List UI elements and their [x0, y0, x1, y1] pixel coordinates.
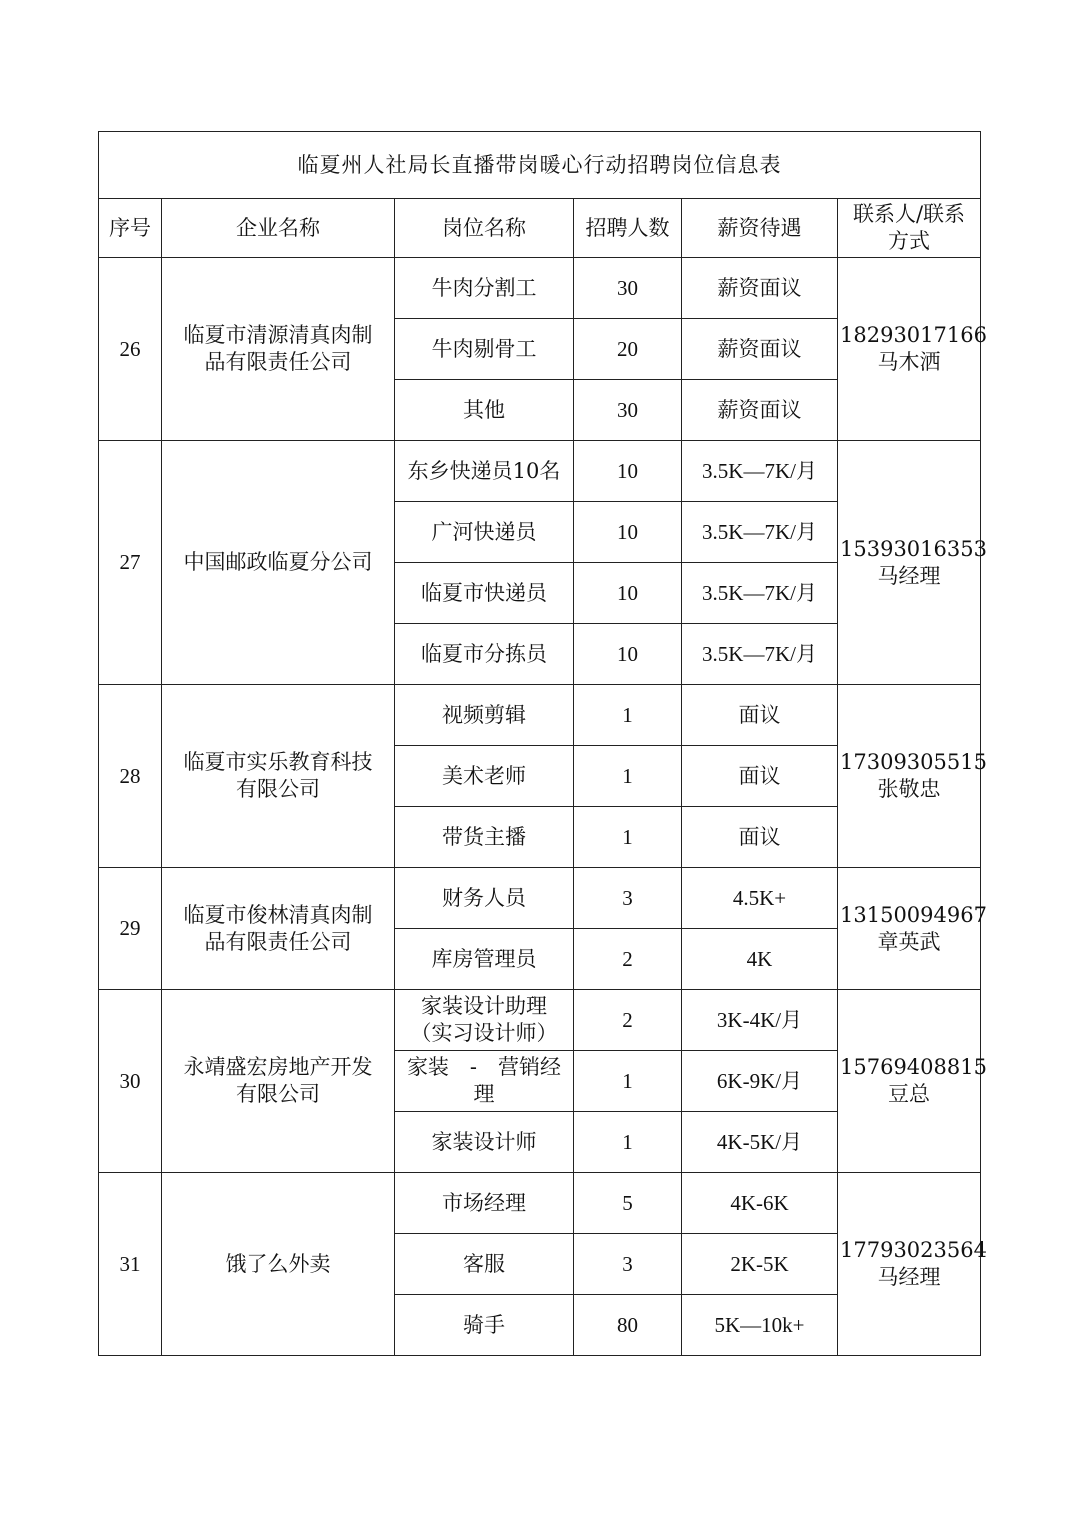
company-name-line2: 品有限责任公司: [204, 350, 352, 374]
contact: [838, 441, 987, 685]
position-name: 牛肉分割工: [395, 258, 574, 319]
company-name-line1: 临夏市俊林清真肉制: [183, 902, 373, 927]
position-name: 视频剪辑: [395, 685, 574, 746]
headcount: 5: [574, 1173, 682, 1234]
contact-phone: 17793023564: [840, 1238, 987, 1262]
headcount: 2: [574, 929, 682, 990]
position-name: [395, 990, 574, 1051]
position-name-line2: 理: [473, 1082, 495, 1106]
headcount: 1: [574, 685, 682, 746]
headcount: 1: [574, 1051, 682, 1112]
company-name: [162, 258, 395, 441]
position-name: 家装设计师: [395, 1112, 574, 1173]
header-company: 企业名称: [162, 199, 395, 258]
contact-phone: 17309305515: [840, 750, 987, 774]
row-seq: 31: [99, 1173, 162, 1356]
header-seq: 序号: [99, 199, 162, 258]
salary: 3.5K—7K/月: [682, 624, 838, 685]
contact-phone: 18293017166: [840, 323, 987, 347]
contact-phone: 15393016353: [840, 536, 987, 561]
salary: 薪资面议: [682, 380, 838, 441]
company-name-line2: 有限公司: [236, 1082, 320, 1106]
contact-person: 张敬忠: [877, 777, 941, 801]
header-contact-line1: 联系人/联系: [852, 202, 966, 226]
table-row: [99, 868, 981, 929]
table-row: [99, 685, 981, 746]
salary: 3.5K—7K/月: [682, 563, 838, 624]
table-row: [99, 258, 981, 319]
position-name: 其他: [395, 380, 574, 441]
salary: 面议: [682, 746, 838, 807]
headcount: 20: [574, 319, 682, 380]
company-name-line1: 永靖盛宏房地产开发: [183, 1055, 373, 1079]
recruitment-table: [98, 131, 987, 1356]
row-seq: 28: [99, 685, 162, 868]
contact-phone: 13150094967: [840, 902, 987, 927]
salary: 6K-9K/月: [682, 1051, 838, 1112]
headcount: 80: [574, 1295, 682, 1356]
header-count: 招聘人数: [574, 199, 682, 258]
position-name: 牛肉剔骨工: [395, 319, 574, 380]
table-row: [99, 1173, 981, 1234]
row-seq: 26: [99, 258, 162, 441]
contact: [838, 685, 987, 868]
salary: 薪资面议: [682, 319, 838, 380]
position-name-line1: 家装设计助理: [421, 994, 547, 1018]
contact: [838, 1173, 987, 1356]
company-name: [162, 1173, 395, 1356]
contact-person: 章英武: [877, 929, 941, 954]
position-name: 东乡快递员10名: [395, 441, 574, 502]
company-name: [162, 868, 395, 990]
salary: 4K-6K: [682, 1173, 838, 1234]
contact-person: 豆总: [888, 1082, 930, 1106]
position-name-line1: 家装 - 营销经: [406, 1055, 562, 1079]
contact: [838, 990, 987, 1173]
contact: [838, 258, 987, 441]
headcount: 30: [574, 380, 682, 441]
headcount: 3: [574, 1234, 682, 1295]
row-seq: 30: [99, 990, 162, 1173]
salary: 4K: [682, 929, 838, 990]
company-name-line2: 品有限责任公司: [204, 929, 352, 954]
position-name: 临夏市分拣员: [395, 624, 574, 685]
company-name: [162, 685, 395, 868]
header-row: [99, 199, 981, 258]
position-name: 美术老师: [395, 746, 574, 807]
company-name-line1: 中国邮政临夏分公司: [183, 550, 373, 574]
position-name-line2: （实习设计师）: [410, 1021, 558, 1045]
position-name: 库房管理员: [395, 929, 574, 990]
headcount: 10: [574, 502, 682, 563]
salary: 面议: [682, 685, 838, 746]
table-title: 临夏州人社局长直播带岗暖心行动招聘岗位信息表: [99, 132, 981, 199]
table-row: [99, 990, 981, 1051]
headcount: 10: [574, 441, 682, 502]
header-position: 岗位名称: [395, 199, 574, 258]
table-row: [99, 441, 981, 502]
contact-person: 马经理: [877, 1265, 941, 1289]
position-name: 财务人员: [395, 868, 574, 929]
salary: 3K-4K/月: [682, 990, 838, 1051]
position-name: 临夏市快递员: [395, 563, 574, 624]
company-name: [162, 441, 395, 685]
salary: 薪资面议: [682, 258, 838, 319]
headcount: 10: [574, 563, 682, 624]
header-contact-line2: 方式: [888, 229, 930, 253]
contact-person: 马木洒: [877, 350, 941, 374]
headcount: 30: [574, 258, 682, 319]
company-name: [162, 990, 395, 1173]
headcount: 1: [574, 807, 682, 868]
salary: 面议: [682, 807, 838, 868]
header-contact: [838, 199, 981, 258]
salary: 2K-5K: [682, 1234, 838, 1295]
header-salary: 薪资待遇: [682, 199, 838, 258]
company-name-line2: 有限公司: [236, 777, 320, 801]
contact-person: 马经理: [877, 563, 941, 588]
row-seq: 27: [99, 441, 162, 685]
position-name: 带货主播: [395, 807, 574, 868]
position-name: 市场经理: [395, 1173, 574, 1234]
salary: 4K-5K/月: [682, 1112, 838, 1173]
salary: 3.5K—7K/月: [682, 502, 838, 563]
position-name: 广河快递员: [395, 502, 574, 563]
salary: 4.5K+: [682, 868, 838, 929]
salary: 5K—10k+: [682, 1295, 838, 1356]
headcount: 3: [574, 868, 682, 929]
position-name: [395, 1051, 574, 1112]
company-name-line1: 临夏市实乐教育科技: [183, 750, 373, 774]
salary: 3.5K—7K/月: [682, 441, 838, 502]
headcount: 10: [574, 624, 682, 685]
row-seq: 29: [99, 868, 162, 990]
contact-phone: 15769408815: [840, 1055, 987, 1079]
company-name-line1: 饿了么外卖: [225, 1251, 331, 1276]
company-name-line1: 临夏市清源清真肉制: [183, 323, 373, 347]
contact: [838, 868, 987, 990]
position-name: 骑手: [395, 1295, 574, 1356]
headcount: 1: [574, 1112, 682, 1173]
headcount: 1: [574, 746, 682, 807]
position-name: 客服: [395, 1234, 574, 1295]
headcount: 2: [574, 990, 682, 1051]
